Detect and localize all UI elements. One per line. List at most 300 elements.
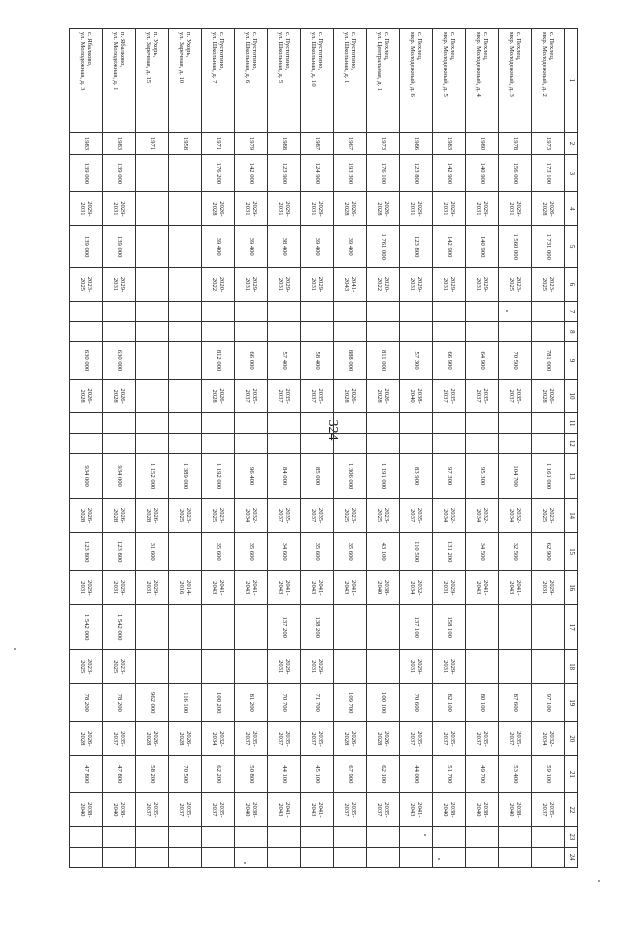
column-number-15: 15 — [565, 533, 578, 571]
table-cell — [202, 605, 235, 650]
table-cell — [532, 301, 565, 321]
table-cell: 2035- 2037 — [466, 722, 499, 756]
table-cell: 2035- 2037 — [301, 722, 334, 756]
column-number-18: 18 — [565, 650, 578, 684]
column-number-3: 3 — [565, 155, 578, 192]
table-cell: 2035- 2037 — [499, 379, 532, 413]
table-cell: 2023- 2025 — [367, 499, 400, 533]
table-cell: 2041- 2043 — [301, 571, 334, 605]
table-cell — [169, 433, 202, 453]
table-cell — [301, 433, 334, 453]
column-number-20: 20 — [565, 722, 578, 756]
table-cell: 47 800 — [70, 756, 103, 793]
table-cell — [268, 322, 301, 342]
table-cell — [136, 226, 169, 268]
table-cell: 812 000 — [202, 342, 235, 379]
column-number-8: 8 — [565, 322, 578, 342]
table-cell — [532, 605, 565, 650]
table-cell: 2032- 2034 — [466, 499, 499, 533]
table-cell: 137 200 — [268, 605, 301, 650]
table-cell — [136, 413, 169, 433]
table-cell: 123 800 — [70, 533, 103, 571]
table-cell — [400, 322, 433, 342]
table-cell: 2029- 2031 — [433, 268, 466, 302]
table-row — [433, 29, 466, 868]
register-table — [69, 28, 578, 868]
table-cell — [202, 433, 235, 453]
table-cell: 1 389 000 — [169, 454, 202, 499]
table-cell — [235, 605, 268, 650]
table-cell: 2035- 2037 — [268, 722, 301, 756]
table-cell: 1 152 000 — [136, 454, 169, 499]
table-cell: 2035- 2037 — [235, 722, 268, 756]
table-cell: 630 000 — [103, 342, 136, 379]
column-number-11: 11 — [565, 413, 578, 433]
table-cell — [367, 605, 400, 650]
table-cell: 2023- 2025 — [169, 499, 202, 533]
table-cell: 2026- 2028 — [334, 192, 367, 226]
table-cell: 2020- 2022 — [202, 268, 235, 302]
table-cell: 62 200 — [202, 756, 235, 793]
table-cell: 35 600 — [301, 533, 334, 571]
table-cell — [103, 827, 136, 847]
table-cell: 123 900 — [268, 155, 301, 192]
column-number-17: 17 — [565, 605, 578, 650]
column-number-9: 9 — [565, 342, 578, 379]
table-cell — [367, 847, 400, 867]
table-cell: 138 200 — [301, 605, 334, 650]
table-cell — [103, 322, 136, 342]
table-cell — [268, 847, 301, 867]
table-cell — [433, 827, 466, 847]
table-cell: 2023- 2025 — [499, 268, 532, 302]
table-cell: 140 900 — [466, 226, 499, 268]
table-cell — [136, 192, 169, 226]
table-cell: 2023- 2025 — [70, 650, 103, 684]
table-cell — [400, 433, 433, 453]
table-cell: 70 500 — [499, 342, 532, 379]
table-cell — [400, 827, 433, 847]
scan-speck — [424, 834, 426, 836]
table-cell — [169, 650, 202, 684]
column-number-22: 22 — [565, 793, 578, 827]
table-cell: 131 200 — [433, 533, 466, 571]
table-cell: 2029- 2031 — [400, 268, 433, 302]
table-cell: 97 100 — [532, 684, 565, 722]
table-cell: 2035- 2037 — [301, 499, 334, 533]
table-cell: 2041- 2043 — [268, 793, 301, 827]
table-cell: 2032- 2034 — [532, 722, 565, 756]
table-cell: 2029- 2031 — [301, 268, 334, 302]
table-row — [268, 29, 301, 868]
table-cell — [334, 301, 367, 321]
table-cell: 34 600 — [268, 533, 301, 571]
table-cell: 2035- 2037 — [202, 793, 235, 827]
table-cell: 1958 — [169, 132, 202, 155]
table-cell — [334, 322, 367, 342]
table-cell: 39 400 — [334, 226, 367, 268]
column-number-1: 1 — [565, 29, 578, 133]
table-cell — [400, 301, 433, 321]
table-cell — [466, 827, 499, 847]
table-cell: 2035- 2037 — [301, 379, 334, 413]
table-cell: 176 200 — [202, 155, 235, 192]
table-cell: 2023- 2025 — [103, 650, 136, 684]
table-cell — [136, 433, 169, 453]
table-cell — [136, 301, 169, 321]
table-cell: 139 000 — [70, 226, 103, 268]
table-cell: 95 300 — [466, 454, 499, 499]
table-cell — [532, 322, 565, 342]
table-cell — [466, 650, 499, 684]
scan-speck — [14, 648, 16, 650]
table-cell — [301, 827, 334, 847]
table-cell — [466, 413, 499, 433]
table-cell: 2029- 2031 — [268, 650, 301, 684]
address-cell: с. Пехлец, мкр. Молодежный, д. 3 — [499, 29, 532, 133]
table-cell: 934 000 — [70, 454, 103, 499]
address-cell: п. Ухорь, ул. Заречная, д. 10 — [169, 29, 202, 133]
table-cell — [532, 413, 565, 433]
table-cell: 2026- 2028 — [334, 379, 367, 413]
table-cell: 64 900 — [466, 342, 499, 379]
table-cell: 43 100 — [367, 533, 400, 571]
table-cell — [169, 533, 202, 571]
table-cell — [169, 847, 202, 867]
table-cell — [235, 413, 268, 433]
table-cell: 123 800 — [400, 155, 433, 192]
table-cell: 2032- 2034 — [202, 722, 235, 756]
table-cell: 2026- 2028 — [103, 499, 136, 533]
table-cell: 123 800 — [400, 226, 433, 268]
table-row — [301, 29, 334, 868]
address-cell: с. Пустотино, ул. Школьная, д. 5 — [268, 29, 301, 133]
table-cell: 2035- 2037 — [268, 499, 301, 533]
table-cell — [202, 847, 235, 867]
table-cell: 2029- 2031 — [433, 650, 466, 684]
address-cell: с. Пехлец, ул. Центральная, д. 1 — [367, 29, 400, 133]
table-cell: 78 200 — [103, 684, 136, 722]
table-cell: 630 000 — [70, 342, 103, 379]
table-row — [532, 29, 565, 868]
table-cell — [268, 433, 301, 453]
table-row — [103, 29, 136, 868]
table-cell — [334, 827, 367, 847]
table-cell: 2026- 2028 — [70, 499, 103, 533]
table-row — [70, 29, 103, 868]
table-cell — [499, 847, 532, 867]
table-cell — [202, 650, 235, 684]
table-cell — [136, 155, 169, 192]
table-cell: 97 300 — [433, 454, 466, 499]
table-cell: 2026- 2028 — [70, 722, 103, 756]
table-cell: 2026- 2028 — [532, 379, 565, 413]
table-cell: 66 900 — [433, 342, 466, 379]
table-cell: 124 900 — [301, 155, 334, 192]
table-cell: 34 500 — [466, 533, 499, 571]
table-cell: 156 000 — [499, 155, 532, 192]
table-cell: 83 900 — [400, 454, 433, 499]
table-cell: 2035- 2037 — [235, 379, 268, 413]
table-cell — [136, 827, 169, 847]
table-cell: 2041- 2043 — [334, 571, 367, 605]
table-cell — [202, 827, 235, 847]
table-cell — [301, 413, 334, 433]
table-cell: 2029- 2031 — [235, 268, 268, 302]
table-cell: 142 900 — [433, 155, 466, 192]
table-cell — [301, 847, 334, 867]
table-cell — [466, 433, 499, 453]
table-cell: 2026- 2028 — [532, 192, 565, 226]
table-cell: 2023- 2025 — [202, 499, 235, 533]
table-cell: 2035- 2037 — [433, 379, 466, 413]
table-cell: 140 900 — [466, 155, 499, 192]
table-cell: 1967 — [334, 132, 367, 155]
table-cell — [235, 650, 268, 684]
column-number-5: 5 — [565, 226, 578, 268]
table-cell: 2026- 2028 — [334, 722, 367, 756]
table-cell — [499, 301, 532, 321]
table-cell — [70, 413, 103, 433]
table-cell: 1978 — [499, 132, 532, 155]
table-cell — [499, 322, 532, 342]
table-cell — [466, 301, 499, 321]
table-cell: 962 000 — [136, 684, 169, 722]
address-cell: с. Пехлец, мкр. Молодежный, д. 4 — [466, 29, 499, 133]
table-cell: 2032- 2034 — [400, 571, 433, 605]
scan-speck — [438, 858, 440, 860]
table-cell: 139 000 — [103, 226, 136, 268]
table-cell: 2023- 2025 — [70, 268, 103, 302]
table-cell — [532, 827, 565, 847]
table-cell: 2041- 2043 — [334, 268, 367, 302]
column-number-6: 6 — [565, 268, 578, 302]
table-cell: 1983 — [70, 132, 103, 155]
register-table-rotated — [18, 28, 578, 933]
table-cell: 2029- 2031 — [268, 268, 301, 302]
table-cell: 59 100 — [532, 756, 565, 793]
column-number-10: 10 — [565, 379, 578, 413]
column-number-13: 13 — [565, 454, 578, 499]
table-cell: 2035- 2037 — [466, 379, 499, 413]
table-cell: 96 400 — [235, 454, 268, 499]
table-cell: 2032- 2034 — [433, 499, 466, 533]
address-cell: с. Пустотино, ул. Школьная, д. 1 — [334, 29, 367, 133]
table-cell — [136, 268, 169, 302]
table-cell — [466, 605, 499, 650]
table-cell — [499, 605, 532, 650]
table-cell — [169, 226, 202, 268]
table-cell — [268, 827, 301, 847]
table-cell — [169, 605, 202, 650]
table-cell: 109 700 — [334, 684, 367, 722]
address-cell: п. Ухорь, ул. Заречная, д. 15 — [136, 29, 169, 133]
table-row — [367, 29, 400, 868]
table-cell — [136, 379, 169, 413]
table-cell: 44 100 — [268, 756, 301, 793]
table-cell: 2029- 2031 — [499, 192, 532, 226]
table-cell — [301, 301, 334, 321]
table-cell — [70, 301, 103, 321]
table-cell: 2032- 2034 — [499, 499, 532, 533]
table-cell: 45 100 — [301, 756, 334, 793]
table-cell: 2038- 2040 — [400, 379, 433, 413]
table-cell — [499, 413, 532, 433]
table-cell: 1 191 000 — [367, 454, 400, 499]
table-cell — [169, 379, 202, 413]
table-cell: 82 100 — [433, 684, 466, 722]
table-cell: 2038- 2040 — [70, 793, 103, 827]
table-cell — [235, 827, 268, 847]
table-cell: 2029- 2031 — [301, 192, 334, 226]
table-cell: 2035- 2037 — [532, 793, 565, 827]
column-number-7: 7 — [565, 301, 578, 321]
table-cell: 2035- 2037 — [367, 793, 400, 827]
table-cell — [367, 301, 400, 321]
table-cell: 2035- 2037 — [103, 722, 136, 756]
table-cell: 39 400 — [301, 226, 334, 268]
column-number-4: 4 — [565, 192, 578, 226]
table-cell — [202, 301, 235, 321]
table-cell: 38 400 — [268, 226, 301, 268]
table-cell — [136, 605, 169, 650]
table-cell — [532, 650, 565, 684]
table-cell: 2029- 2031 — [466, 268, 499, 302]
table-cell: 1973 — [532, 132, 565, 155]
table-cell: 2041- 2043 — [400, 793, 433, 827]
table-cell: 2014- 2016 — [169, 571, 202, 605]
table-cell: 2035- 2037 — [334, 793, 367, 827]
table-cell — [400, 413, 433, 433]
table-cell — [136, 342, 169, 379]
table-row — [136, 29, 169, 868]
table-cell: 2029- 2031 — [301, 650, 334, 684]
table-cell: 2035- 2037 — [499, 722, 532, 756]
table-cell: 2029- 2031 — [136, 571, 169, 605]
table-cell: 1973 — [367, 132, 400, 155]
table-cell — [499, 827, 532, 847]
table-cell: 2029- 2031 — [532, 571, 565, 605]
table-cell — [268, 301, 301, 321]
table-cell: 2041- 2043 — [499, 571, 532, 605]
table-cell — [70, 827, 103, 847]
column-number-19: 19 — [565, 684, 578, 722]
table-cell: 2035- 2037 — [136, 793, 169, 827]
table-cell — [235, 847, 268, 867]
table-cell: 47 800 — [103, 756, 136, 793]
table-row — [202, 29, 235, 868]
table-cell: 100 100 — [367, 684, 400, 722]
table-cell — [334, 433, 367, 453]
column-number-24: 24 — [565, 847, 578, 867]
table-cell: 1 161 000 — [532, 454, 565, 499]
table-cell — [268, 413, 301, 433]
table-cell — [334, 650, 367, 684]
table-cell: 123 800 — [103, 533, 136, 571]
table-cell: 2029- 2031 — [433, 571, 466, 605]
table-cell — [532, 433, 565, 453]
table-cell: 2026- 2028 — [103, 379, 136, 413]
table-cell — [499, 650, 532, 684]
table-cell: 142 900 — [433, 226, 466, 268]
table-cell — [367, 322, 400, 342]
table-cell: 39 400 — [202, 226, 235, 268]
table-cell: 142 000 — [235, 155, 268, 192]
table-cell: 57 300 — [400, 342, 433, 379]
table-cell: 2026- 2028 — [367, 379, 400, 413]
table-cell: 193 300 — [334, 155, 367, 192]
column-number-21: 21 — [565, 756, 578, 793]
table-cell: 62 100 — [367, 756, 400, 793]
table-cell: 80 100 — [466, 684, 499, 722]
table-cell — [367, 650, 400, 684]
table-cell: 2038- 2040 — [367, 571, 400, 605]
table-cell: 1983 — [433, 132, 466, 155]
table-cell — [334, 605, 367, 650]
table-cell — [499, 433, 532, 453]
table-cell: 110 500 — [400, 533, 433, 571]
table-cell — [169, 322, 202, 342]
address-cell: п. Ябалково, ул. Молодежная, д. 1 — [103, 29, 136, 133]
address-cell: с. Ябалково, ул. Молодежная, д. 3 — [70, 29, 103, 133]
table-cell — [532, 847, 565, 867]
table-cell — [202, 322, 235, 342]
table-cell: 32 500 — [499, 533, 532, 571]
address-cell: с. Пехлец, мкр. Молодежный, д. 5 — [433, 29, 466, 133]
table-cell: 81 200 — [235, 684, 268, 722]
scan-speck — [598, 880, 600, 882]
table-cell: 137 100 — [400, 605, 433, 650]
table-cell — [70, 433, 103, 453]
table-cell: 2029- 2031 — [268, 192, 301, 226]
table-cell: 2041- 2043 — [268, 571, 301, 605]
table-cell: 2038- 2040 — [466, 793, 499, 827]
column-number-row — [565, 29, 578, 868]
table-cell: 1986 — [400, 132, 433, 155]
table-cell: 158 100 — [433, 605, 466, 650]
table-cell: 176 100 — [367, 155, 400, 192]
table-row — [334, 29, 367, 868]
column-number-14: 14 — [565, 499, 578, 533]
table-row — [499, 29, 532, 868]
table-cell: 2029- 2031 — [235, 192, 268, 226]
table-cell — [367, 827, 400, 847]
table-cell: 58 200 — [136, 756, 169, 793]
table-cell: 2020- 2022 — [367, 268, 400, 302]
table-cell: 2038- 2040 — [235, 793, 268, 827]
column-number-12: 12 — [565, 433, 578, 453]
table-cell: 2029- 2031 — [400, 192, 433, 226]
table-cell — [466, 847, 499, 867]
table-cell: 1979 — [235, 132, 268, 155]
table-cell: 51 700 — [433, 756, 466, 793]
table-cell: 888 000 — [334, 342, 367, 379]
table-cell — [334, 847, 367, 867]
table-cell: 1 761 000 — [367, 226, 400, 268]
table-cell: 2029- 2031 — [466, 192, 499, 226]
column-number-23: 23 — [565, 827, 578, 847]
table-cell — [169, 827, 202, 847]
table-cell: 1988 — [268, 132, 301, 155]
table-cell: 1 192 000 — [202, 454, 235, 499]
table-cell: 104 700 — [499, 454, 532, 499]
table-cell: 57 400 — [268, 342, 301, 379]
table-cell: 2023- 2025 — [334, 499, 367, 533]
table-cell — [367, 413, 400, 433]
table-cell — [169, 342, 202, 379]
table-cell: 2029- 2031 — [433, 192, 466, 226]
table-cell: 53 400 — [499, 756, 532, 793]
